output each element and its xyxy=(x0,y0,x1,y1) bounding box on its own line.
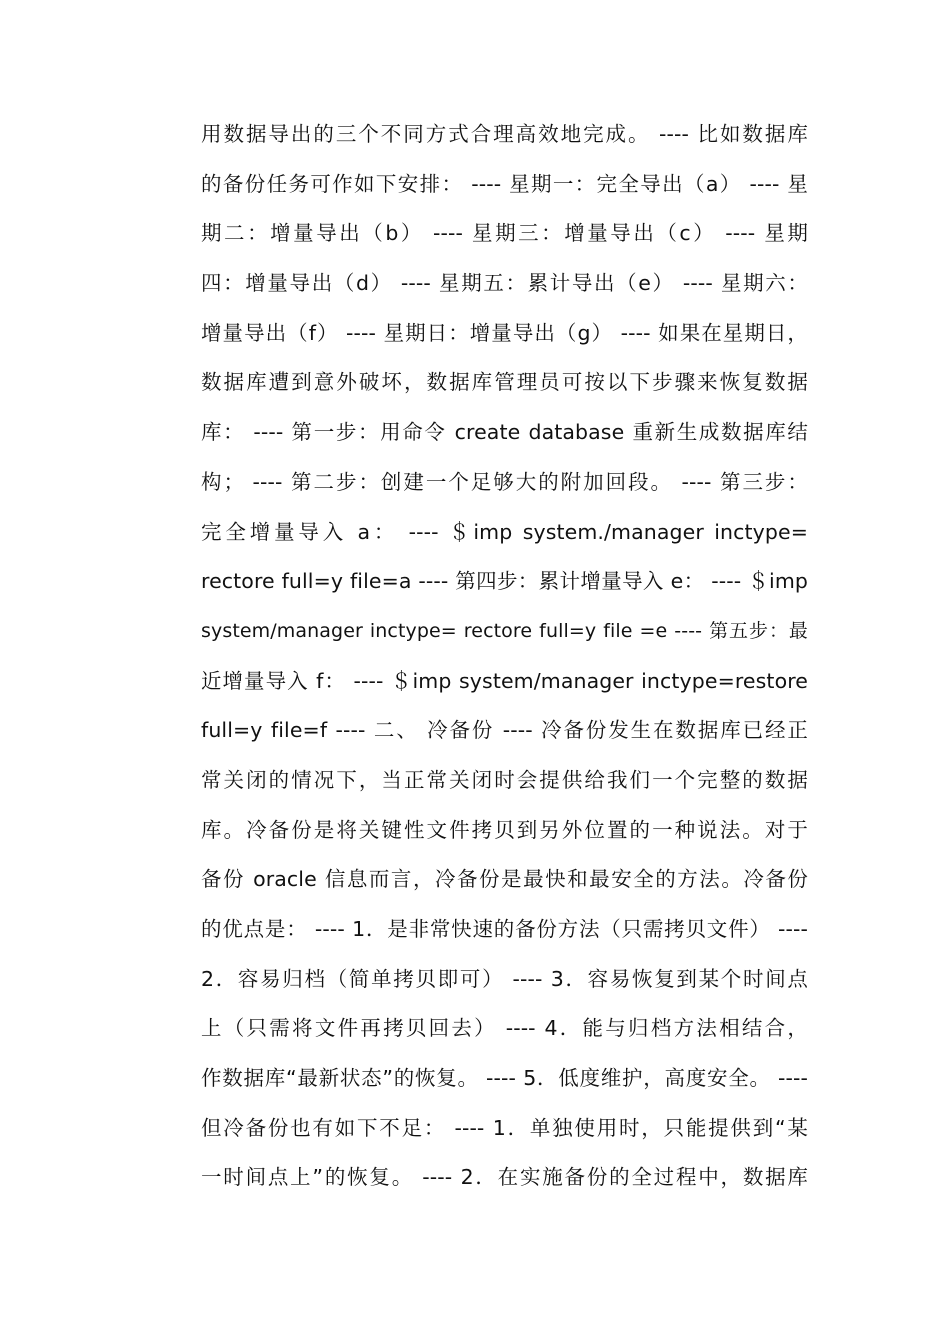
text-line: 期二：增量导出（b） ---- 星期三：增量导出（c） ---- 星期 xyxy=(201,221,808,246)
text-line: full=y file=f ---- 二、 冷备份 ---- 冷备份发生在数据库已经正 xyxy=(201,718,808,743)
text-line: system/manager inctype= rectore full=y file =e ---- 第五步：最 xyxy=(201,619,808,642)
text-line: rectore full=y file=a ---- 第四步：累计增量导入 e： ---- ＄imp xyxy=(201,569,808,594)
text-line: 用数据导出的三个不同方式合理高效地完成。 ---- 比如数据库 xyxy=(201,122,808,146)
text-line: 近增量导入 f： ---- ＄imp system/manager inctype=restore xyxy=(201,668,808,693)
text-line: 库。冷备份是将关键性文件拷贝到另外位置的一种说法。对于 xyxy=(201,817,808,842)
text-line: 但冷备份也有如下不足： ---- 1．单独使用时，只能提供到“某 xyxy=(201,1115,808,1140)
text-line: 四：增量导出（d） ---- 星期五：累计导出（e） ---- 星期六： xyxy=(201,271,808,296)
text-line: 备份 oracle 信息而言，冷备份是最快和最安全的方法。冷备份 xyxy=(201,867,808,892)
text-line: 一时间点上”的恢复。 ---- 2．在实施备份的全过程中，数据库 xyxy=(201,1165,808,1190)
text-line: 完全增量导入 a： ---- ＄imp system./manager inctype= xyxy=(201,519,808,544)
text-line: 构； ---- 第二步：创建一个足够大的附加回段。 ---- 第三步： xyxy=(201,469,808,494)
body-text xyxy=(201,110,808,1203)
text-line: 的优点是： ---- 1．是非常快速的备份方法（只需拷贝文件） ---- xyxy=(201,917,808,941)
text-line: 上（只需将文件再拷贝回去） ---- 4．能与归档方法相结合， xyxy=(201,1016,808,1041)
text-line: 2．容易归档（简单拷贝即可） ---- 3．容易恢复到某个时间点 xyxy=(201,966,808,991)
text-line: 的备份任务可作如下安排： ---- 星期一：完全导出（a） ---- 星 xyxy=(201,171,808,196)
text-line: 增量导出（f） ---- 星期日：增量导出（g） ---- 如果在星期日， xyxy=(201,320,808,345)
text-line: 作数据库“最新状态”的恢复。 ---- 5．低度维护，高度安全。 ---- xyxy=(201,1066,808,1091)
text-line: 常关闭的情况下，当正常关闭时会提供给我们一个完整的数据 xyxy=(201,767,808,792)
text-line: 数据库遭到意外破坏，数据库管理员可按以下步骤来恢复数据 xyxy=(201,370,808,395)
text-line: 库： ---- 第一步：用命令 create database 重新生成数据库结 xyxy=(201,420,808,445)
